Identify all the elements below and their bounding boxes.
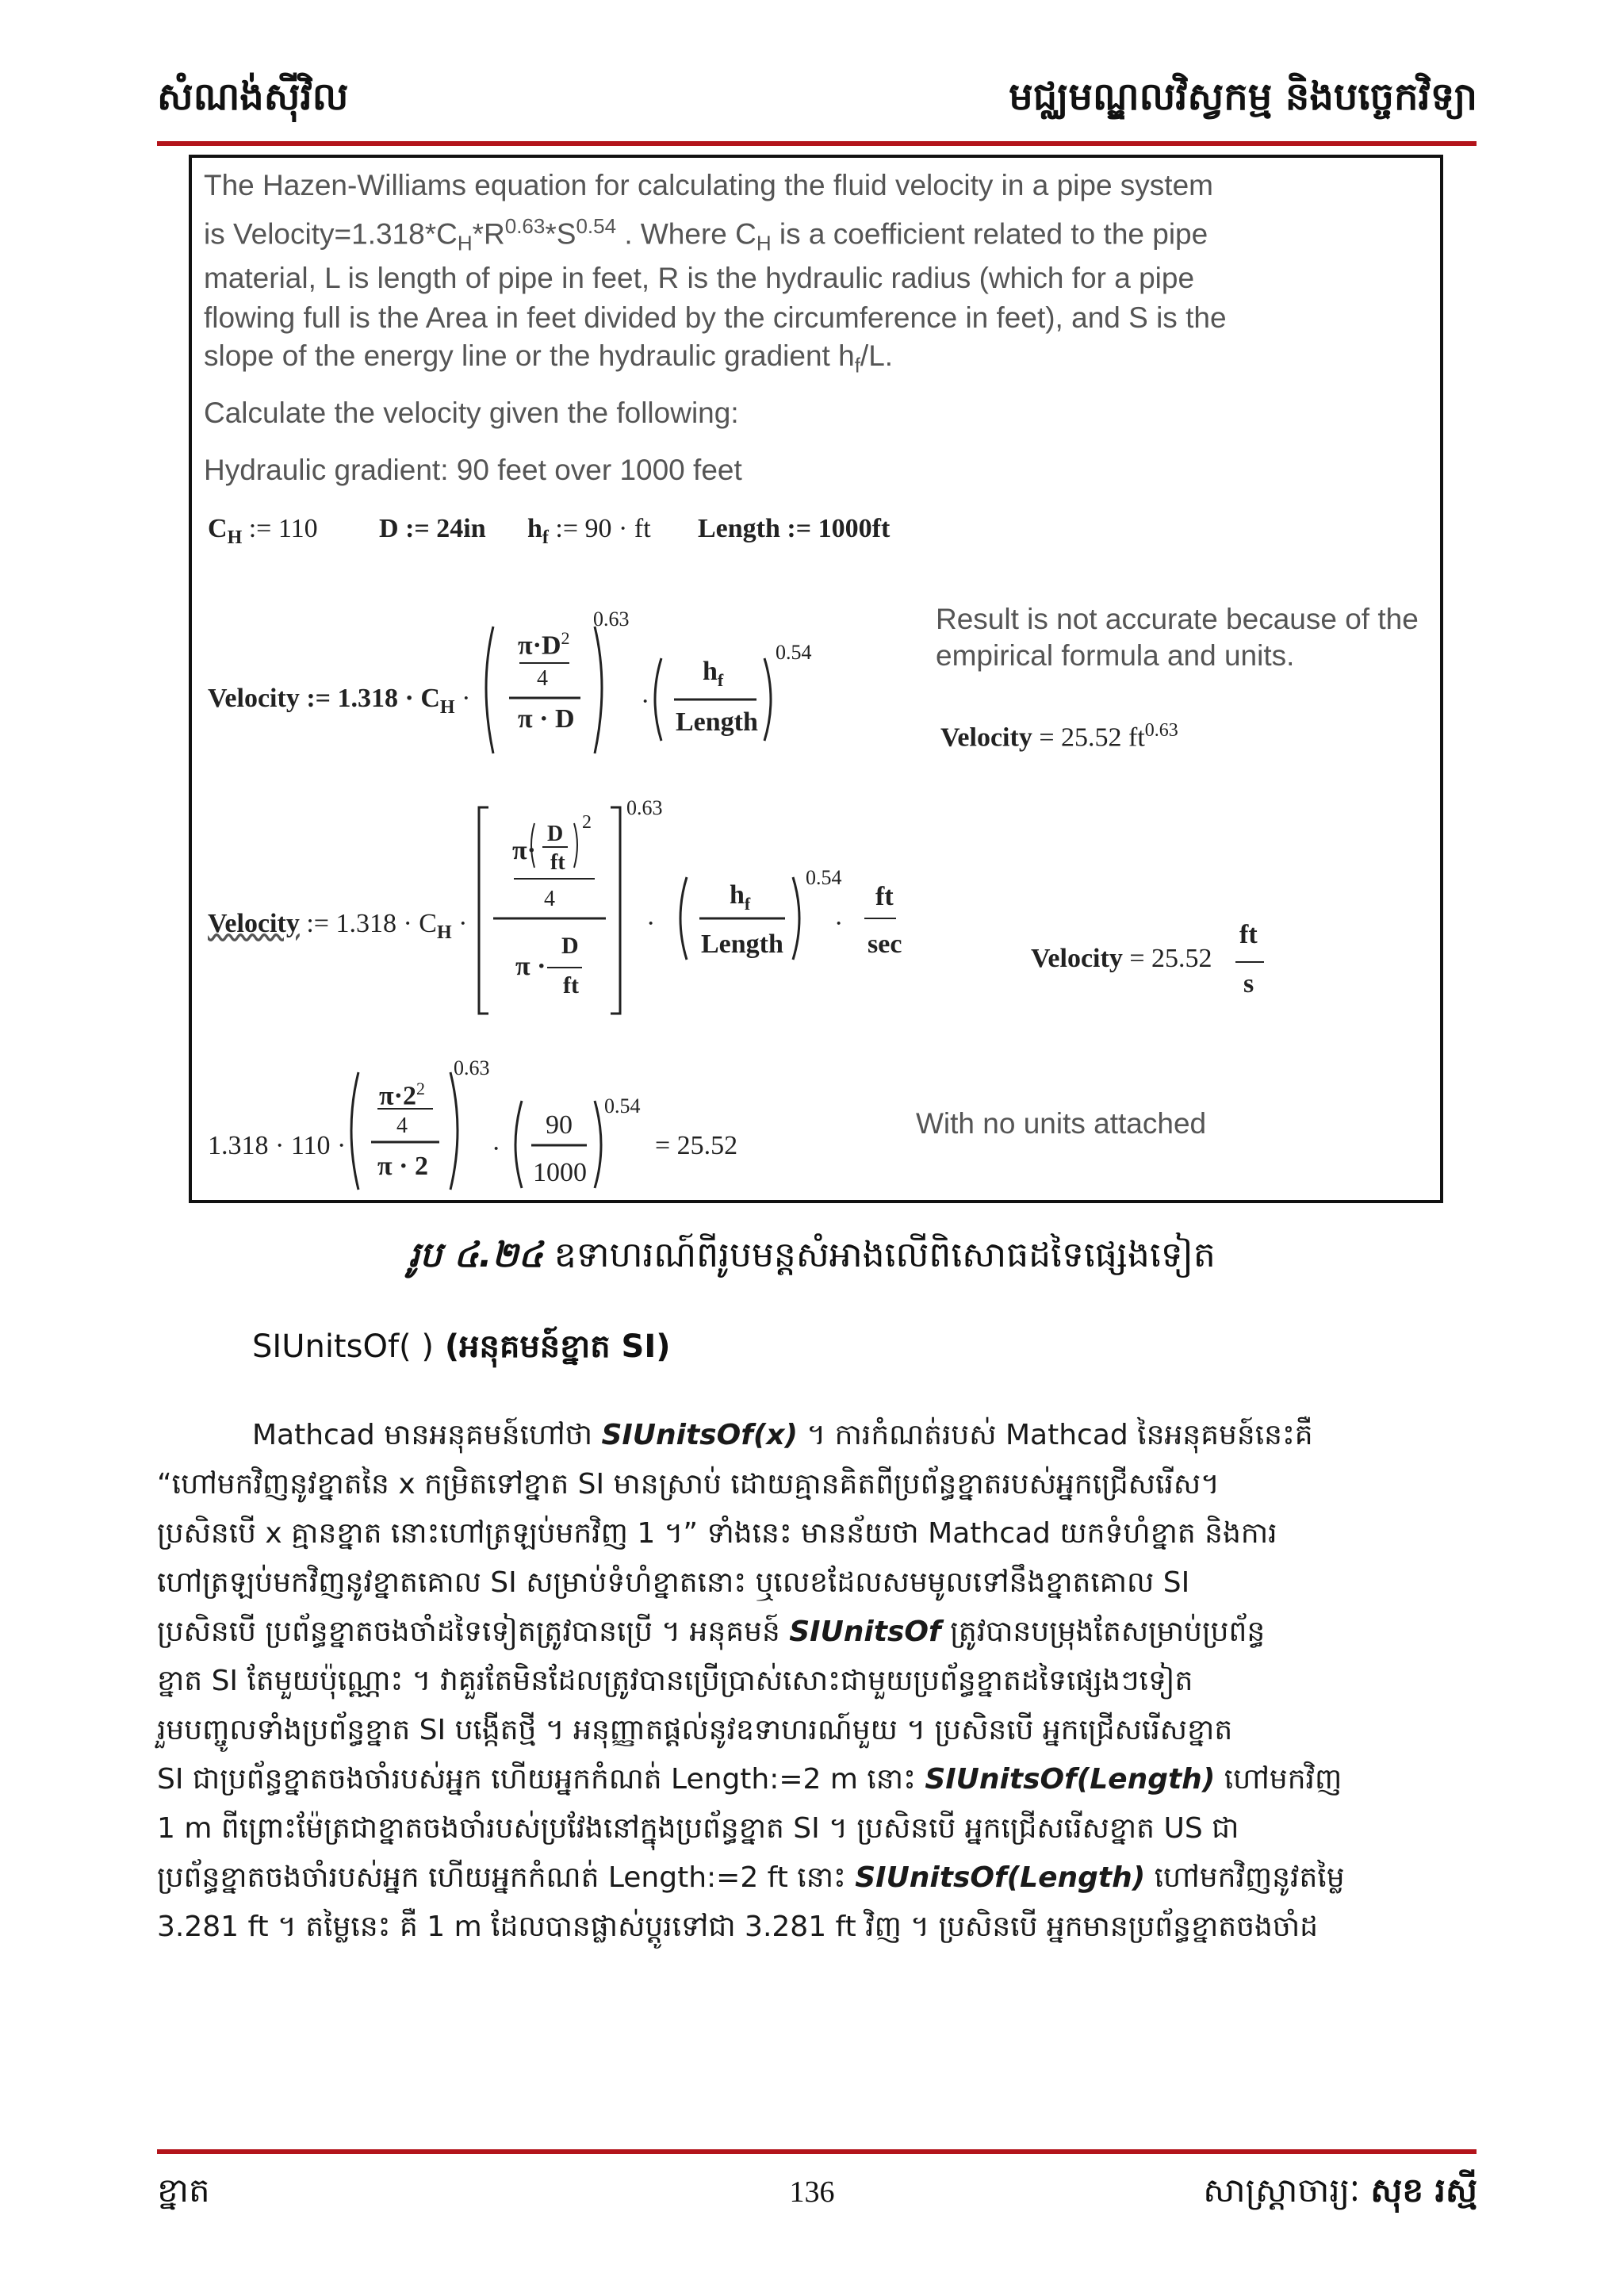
note-no-units: With no units attached <box>916 1107 1207 1140</box>
eq2-pi2: π · <box>515 952 546 981</box>
body-line-8: SI ជាប្រព័ន្ធខ្នាតចងចាំរបស់អ្នក ហើយអ្នកកំណត់ Length:=2 m នោះ SIUnitsOf(Length) ហៅមកវិញ <box>157 1763 1342 1796</box>
eq3-lhs: 1.318 · 110 · <box>208 1131 347 1160</box>
eq3-exp1: 0.63 <box>454 1056 490 1079</box>
def-d: D := 24in <box>379 514 486 543</box>
figure-intro-line-4: flowing full is the Area in feet divided by the circumference in feet), and S is the <box>204 301 1227 334</box>
eq1-exp1: 0.63 <box>593 608 630 631</box>
eq2-sq: 2 <box>582 812 592 833</box>
body-line-2: “ហៅមកវិញនូវខ្នាតនៃ x កម្រិតទៅខ្នាត SI មានស្រាប់ ដោយគ្មានគិតពីប្រព័ន្ធខ្នាតរបស់អ្នកជ្រើសរើស។ <box>157 1468 1220 1501</box>
figure-calc-line: Calculate the velocity given the following: <box>204 397 739 429</box>
eq1-four: 4 <box>537 666 548 691</box>
eq2-d-den: D <box>561 933 579 959</box>
header-left-title: សំណង់ស៊ីវិល <box>157 75 349 119</box>
eq2-four: 4 <box>544 887 555 911</box>
eq2-sec-unit: sec <box>868 930 902 959</box>
body-line-10: ប្រព័ន្ធខ្នាតចងចាំរបស់អ្នក ហើយអ្នកកំណត់ Length:=2 ft នោះ SIUnitsOf(Length) ហៅមកវិញនូវតម្លៃ <box>157 1861 1345 1894</box>
figure-gradient-line: Hydraulic gradient: 90 feet over 1000 feet <box>204 454 742 486</box>
eq2-lhs: Velocity := $1.318 \cdot C_H$ · <box>208 909 468 943</box>
figure-intro-line-5: slope of the energy line or the hydraulic gradient $h_f/L$. <box>204 339 894 378</box>
eq2-result-s: s <box>1243 969 1254 999</box>
body-line-5: ប្រសិនបើ ប្រព័ន្ធខ្នាតចងចាំដទៃទៀតត្រូវបានប្រើ ។ អនុគមន៍ SIUnitsOf ត្រូវបានបម្រុងតែសម្រាប់ប្រព័ន្ធ <box>157 1616 1266 1648</box>
eq1-result: Velocity = 25.52 $ft^{0.63}$ <box>940 720 1178 753</box>
eq2-result-bar <box>1234 960 1266 964</box>
note-accuracy-1: Result is not accurate because of the <box>936 603 1419 635</box>
eq2-dot2: · <box>834 909 844 938</box>
header-rule <box>157 141 1477 146</box>
eq3-pi-2: π · 2 <box>377 1152 428 1181</box>
eq2-ft-unit: ft <box>875 882 894 911</box>
eq2-hf: $h_f$ <box>730 880 751 914</box>
header-right-title: មជ្ឈមណ្ឌលវិស្វកម្ម និងបច្ចេកវិទ្យា <box>1009 75 1477 119</box>
figure-intro-line-3: material, L is length of pipe in feet, R is the hydraulic radius (which for a pipe <box>204 262 1195 294</box>
eq1-lhs: Velocity := $1.318 \cdot C_H$ · <box>208 684 471 718</box>
body-line-3: ប្រសិនបើ x គ្មានខ្នាត នោះហៅត្រឡប់មកវិញ 1 ។” ទាំងនេះ មានន័យថា Mathcad យកទំហំខ្នាត និងការ <box>157 1517 1277 1550</box>
note-accuracy-2: empirical formula and units. <box>936 639 1295 672</box>
footer-rule <box>157 2149 1477 2154</box>
eq2-result-ft: ft <box>1239 920 1258 949</box>
eq2-ft-den2: ft <box>563 972 579 999</box>
body-line-11: 3.281 ft ។ តម្លៃនេះ គឺ 1 m ដែលបានផ្លាស់ប្តូរទៅជា 3.281 ft វិញ ។ ប្រសិនបើ អ្នកមានប្រព័ន្ធខ្នាតចងចាំដ <box>157 1911 1318 1943</box>
body-line-6: ខ្នាត SI តែមួយប៉ុណ្ណោះ ។ វាគួរតែមិនដែលត្រូវបានប្រើប្រាស់សោះជាមួយប្រព័ន្ធខ្នាតដទៃផ្សេងៗទៀត <box>157 1665 1193 1697</box>
eq1-length: Length <box>676 707 758 737</box>
eq3-four: 4 <box>396 1114 408 1138</box>
eq2-pi: π· <box>512 836 536 865</box>
def-length: Length := 1000ft <box>698 514 891 543</box>
eq2-dot1: · <box>646 909 656 938</box>
footer-left: ខ្នាត <box>157 2171 210 2210</box>
figure-caption: រូប ៤.២៤ ឧទាហរណ៍ពីរូបមន្តសំអាងលើពិសោធដទៃផ្សេងទៀត <box>408 1235 1216 1275</box>
eq2-exp1: 0.63 <box>626 796 663 819</box>
eq3-exp2: 0.54 <box>604 1094 641 1117</box>
eq2-exp2: 0.54 <box>806 866 842 889</box>
eq2-d-num: D <box>547 822 564 846</box>
eq3-pi2: $\pi\cdot 2^2$ <box>379 1079 425 1111</box>
body-line-9: 1 m ពីព្រោះម៉ែត្រជាខ្នាតចងចាំរបស់ប្រវែងនៅក្នុងប្រព័ន្ធខ្នាត SI ។ ប្រសិនបើ អ្នកជ្រើសរើសខ្នាត US ជា <box>157 1812 1239 1845</box>
eq3-dot: · <box>492 1134 501 1163</box>
def-ch: $C_H$ := 110 <box>208 514 318 548</box>
def-hf: $h_f$ := 90 · ft <box>527 514 651 548</box>
eq2-length: Length <box>701 930 783 959</box>
eq1-pi-d2: $\pi\cdot D^2$ <box>518 628 570 661</box>
section-subheading: SIUnitsOf( ) (អនុគមន៍ខ្នាត SI) <box>252 1328 671 1365</box>
eq2-ft-den: ft <box>550 850 565 875</box>
eq1-pi-d: π · D <box>518 704 575 734</box>
eq3-ninety: 90 <box>546 1110 573 1140</box>
eq1-exp2: 0.54 <box>776 641 812 664</box>
eq2-result: Velocity = 25.52 <box>1031 944 1212 973</box>
eq3-thousand: 1000 <box>533 1158 587 1187</box>
footer-author: សាស្ត្រាចារ្យៈ សុខ រស្មី <box>1203 2171 1477 2210</box>
body-line-7: រួមបញ្ចូលទាំងប្រព័ន្ធខ្នាត SI បង្កើតថ្មី ។ អនុញ្ញាតផ្តល់នូវឧទាហរណ៍មួយ ។ ប្រសិនបើ អ្នកជ្រើសរើសខ្នាត <box>157 1714 1233 1746</box>
eq3-result: = 25.52 <box>655 1131 738 1160</box>
page-number: 136 <box>789 2175 835 2209</box>
eq1-dot: · <box>641 687 650 716</box>
body-line-4: ហៅត្រឡប់មកវិញនូវខ្នាតគោល SI សម្រាប់ទំហំខ្នាតនោះ ឬលេខដែលសមមូលទៅនឹងខ្នាតគោល SI <box>157 1566 1190 1599</box>
figure-intro-line-1: The Hazen-Williams equation for calculating the fluid velocity in a pipe system <box>204 169 1213 201</box>
figure-intro-line-2: is $Velocity=1.318*C_H*R^{0.63}*S^{0.54}$ . Where $C_H$ is a coefficient related to the pipe <box>204 214 1208 255</box>
eq1-hf: $h_f$ <box>703 657 724 690</box>
body-line-1: Mathcad មានអនុគមន៍ហៅថា SIUnitsOf(x) ។ ការកំណត់របស់ Mathcad នៃអនុគមន៍នេះគឺ <box>252 1419 1313 1451</box>
